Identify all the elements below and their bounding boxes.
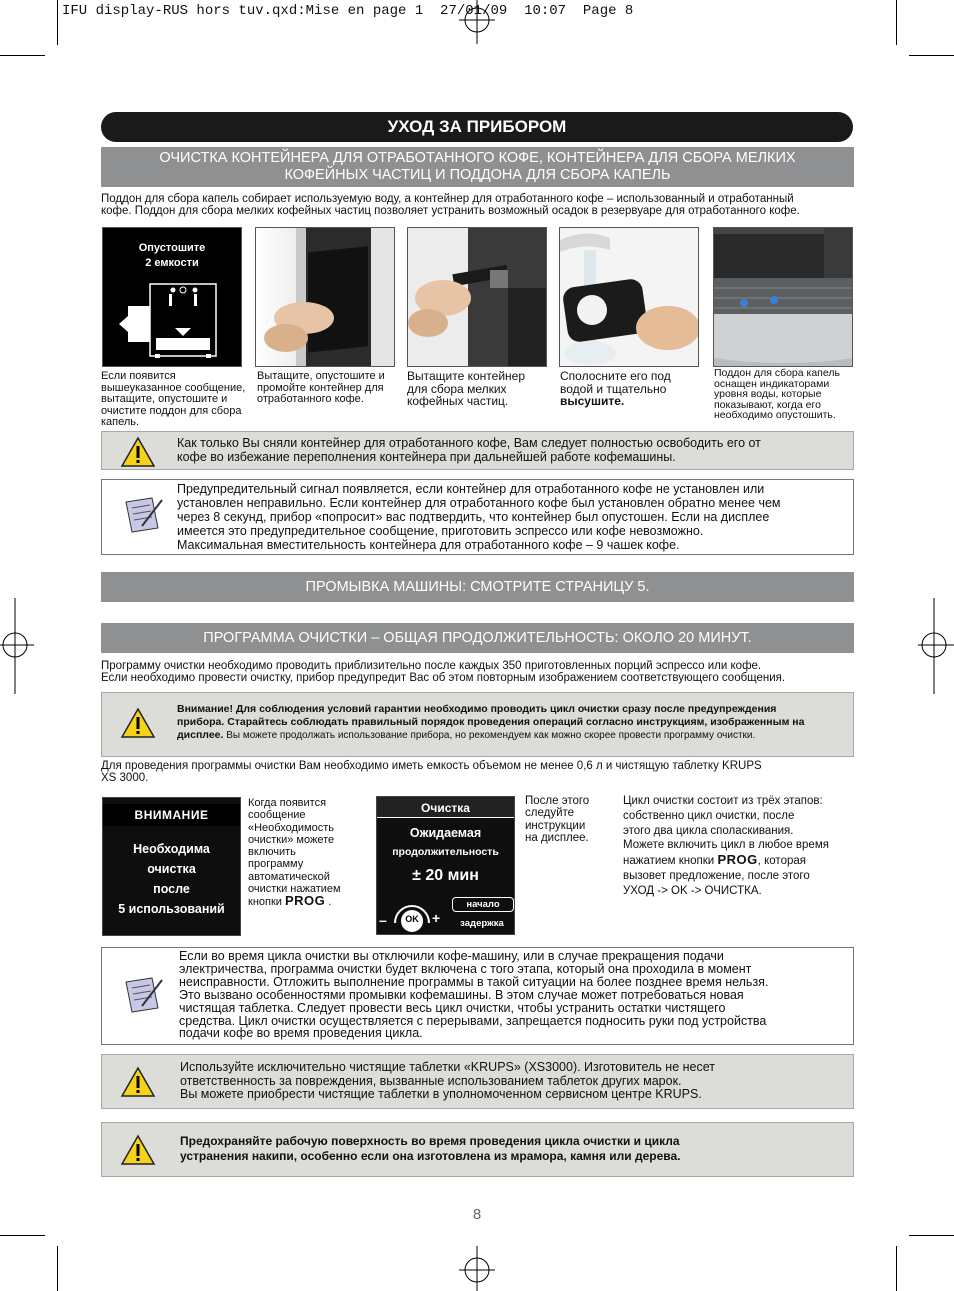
lcd-line: 5 использований [118,902,225,916]
warning-line: ответственность за повреждения, вызванные использованием таблеток других марок. [180,1073,682,1088]
rinse-tray-photo-icon [560,228,699,367]
lcd-line: очистка [147,862,196,876]
warning-line: Предохраняйте рабочую поверхность во время проведения цикла очистки и цикла [180,1134,680,1148]
caption-line: для сбора мелких [407,381,507,396]
caption-line: очистки нажатием [248,883,341,896]
caption-line: кнопки PROG . [248,893,332,909]
warning-triangle-icon [120,436,156,468]
note-line: через 8 секунд, прибор «попросит» вас подтвердить, что контейнер был опустошен. Если на дисплее [177,510,770,524]
caption-line: Поддон для сбора капель [714,367,840,379]
caption-line: «Необходимость [248,821,334,834]
caption-line: показывают, когда его [714,398,821,411]
caption-line: очистки» можете [248,833,335,846]
display-message-line: 2 емкости [145,257,199,269]
warning-triangle-icon [120,707,156,739]
crop-mark [909,55,954,56]
caption-line: следуйте [525,807,575,820]
caption-line: водой и тщательно [560,381,667,396]
caption-line: После этого [525,795,590,807]
caption-line: Когда появится [248,797,327,809]
prog-button-label: PROG [717,852,758,868]
paragraph-line [623,853,858,869]
note-line: Максимальная вместительность контейнера для отработанного кофе – 9 чашек кофе. [177,538,680,552]
caption-line: автоматической [248,870,330,883]
machine-outline-icon [103,268,242,367]
paragraph-line: УХОД -> OK -> ОЧИСТКА. [623,884,762,897]
photo-remove-grounds-tray [407,227,547,367]
note-line: неисправности. Отложить выполнение программы в такой ситуации на более позднее время нельзя. [179,974,769,989]
lcd-cleaning-duration [376,796,515,935]
caption-line: включить [248,846,296,859]
lcd1-caption [248,797,373,909]
display-message-line: Опустошите [138,242,206,254]
caption-line: капель. [101,416,140,428]
note-line: имеется это предупредительное сообщение, приготовить эспрессо или кофе невозможно. [177,524,704,538]
note-line: Предупредительный сигнал появляется, если контейнер для отработанного кофе не установлен или [177,482,765,496]
drip-tray-photo-icon [714,228,853,367]
caption-line-bold: высушите. [560,394,625,408]
heading-line: ОЧИСТКА КОНТЕЙНЕРА ДЛЯ ОТРАБОТАННОГО КОФЕ, КОНТЕЙНЕРА ДЛЯ СБОРА МЕЛКИХ [159,150,796,166]
caption-line: Вытащите контейнер [407,369,526,383]
section-heading-cleaning-program: ПРОГРАММА ОЧИСТКИ – ОБЩАЯ ПРОДОЛЖИТЕЛЬНОСТЬ: ОКОЛО 20 МИНУТ. [101,623,854,653]
paragraph-line: вызовет предложение, после этого [623,869,810,882]
note-box-2 [101,947,854,1045]
caption-line: программу [248,858,304,871]
caption-fragment: кнопки [248,896,282,909]
page-number: 8 [472,1206,482,1223]
plus-label: + [432,910,441,926]
crop-mark [896,0,897,45]
section-heading-rinse: ПРОМЫВКА МАШИНЫ: СМОТРИТЕ СТРАНИЦУ 5. [101,572,854,602]
note-line: чистящая таблетка. Следует провести весь цикл очистки, чтобы устранить остатки чистящего [179,1000,726,1015]
note-line: электричества, программа очистки будет включена с того этапа, который она проходила в момент [179,961,752,976]
warning-line [177,729,849,742]
warning-triangle-icon [120,1134,156,1166]
caption-1 [101,371,251,429]
warning-line: Внимание! Для соблюдения условий гарантии необходимо проводить цикл очистки сразу после предупреждения [177,703,777,715]
caption-line: промойте контейнер для [257,381,384,394]
crop-mark [0,1235,45,1236]
registration-mark-bottom [455,1246,499,1291]
text-fragment: нажатием кнопки [623,855,715,868]
registration-mark-top [455,0,499,44]
photo-rinse-tray [559,227,699,367]
lcd-start-option: начало [452,897,514,912]
caption-line: Сполосните его под [560,369,671,383]
cycle-description [623,794,858,899]
note-box-1 [101,479,854,555]
heading-line: КОФЕЙНЫХ ЧАСТИЦ И ПОДДОНА ДЛЯ СБОРА КАПЕЛЬ [284,167,671,183]
waste-container-photo-icon [256,228,395,367]
paragraph-line: XS 3000. [101,772,149,784]
paragraph-line: Можете включить цикл в любое время [623,839,829,852]
paragraph-line: собственно цикл очистки, после [623,809,795,822]
warning-bold-fragment: дисплее. [177,729,224,741]
crop-mark [57,0,58,45]
crop-mark [57,1246,58,1291]
warning-box-4 [101,1122,854,1177]
lcd-delay-option: задержка [460,918,504,929]
paragraph-line: Если необходимо провести очистку, прибор предупредит Вас об этом повторным изображением соответствующего сообщения. [101,672,786,684]
warning-line: устранения накипи, особенно если она изготовлена из мрамора, камня или дерева. [180,1148,681,1163]
caption-5 [714,368,859,421]
crop-mark [896,1246,897,1291]
section3-intro [101,660,861,684]
caption-4 [560,370,705,408]
paragraph-line: Цикл очистки состоит из трёх этапов: [623,795,823,807]
caption-line: уровня воды, которые [714,388,822,400]
lcd-cleaning-required [102,797,241,936]
note-line: установлен неправильно. Если контейнер для отработанного кофе был установлен обратно менее чем [177,496,781,510]
note-line: Это вызвано особенностями промывки кофемашины. В этом случае может потребоваться новая [179,987,744,1002]
caption-line: вышеуказанное сообщение, [101,381,246,394]
warning-box-2 [101,692,854,757]
prog-button-label: PROG [284,893,326,909]
section1-intro [101,193,861,217]
caption-line: вытащите, опустошите и [101,393,228,405]
lcd-time: ± 20 мин [412,867,479,884]
photo-drip-tray-indicators [713,227,853,367]
caption-line: инструкции [525,819,586,832]
text-fragment: , которая [757,855,806,868]
warning-line: кофе во избежание переполнения контейнера при дальнейшей работе кофемашины. [177,450,676,464]
ok-label: OK [405,914,419,924]
warning-line: Как только Вы сняли контейнер для отработанного кофе, Вам следует полностью освободить его от [177,436,761,450]
lcd-line: после [153,882,190,896]
caption-line: отработанного кофе. [257,393,364,405]
note-line: подачи кофе во время проведения цикла. [179,1026,423,1041]
registration-mark-left [0,598,34,694]
warning-line: Вы можете приобрести чистящие таблетки в уполномоченном сервисном центре KRUPS. [180,1087,702,1101]
warning-box-3 [101,1054,854,1109]
caption-line: Если появится [101,370,176,382]
caption-line: кофейных частиц. [407,394,509,408]
warning-line: прибора. Старайтесь соблюдать правильный порядок проведения операций согласно инструкциям, изображенным на [177,716,805,728]
paragraph-line: Для проведения программы очистки Вам необходимо иметь емкость объемом не менее 0,6 л и чистящую таблетку KRUPS [101,760,762,772]
note-line: Если во время цикла очистки вы отключили кофе-машину, или в случае прекращения подачи [179,949,724,963]
lcd-line: продолжительность [392,846,499,858]
caption-3 [407,370,552,408]
lcd-header: Очистка [377,797,514,818]
paragraph-line: Поддон для сбора капель собирает используемую воду, а контейнер для отработанного кофе – использованный и отработанный [101,193,794,205]
caption-line: на дисплее. [525,831,589,844]
warning-box-1 [101,431,854,470]
crop-mark [909,1235,954,1236]
warning-normal-fragment: Вы можете продолжать использование прибора, но рекомендуем как можно скорее провести программу очистки. [223,730,756,741]
caption-line: оснащен индикаторами [714,377,830,390]
lcd2-caption [525,795,620,844]
crop-mark [0,55,45,56]
note-line: средства. Цикл очистки осуществляется с перерывами, запрещается подносить руки под устройства [179,1013,767,1028]
caption-line: очистите поддон для сбора [101,404,242,417]
registration-mark-right [918,598,954,694]
caption-line: необходимо опустошить. [714,409,836,421]
page-title: УХОД ЗА ПРИБОРОМ [101,112,853,142]
minus-label: – [379,912,387,928]
caption-2 [257,371,402,406]
requirements-text [101,760,861,784]
caption-line: Вытащите, опустошите и [257,370,385,382]
printer-slug: IFU display-RUS hors tuv.qxd:Mise en page 1 27/01/09 10:07 Page 8 [62,3,634,19]
lcd-line: Необходима [133,842,210,856]
paragraph-line: Программу очистки необходимо проводить приблизительно после каждых 350 приготовленных порций эспрессо или кофе. [101,660,762,672]
display-empty-containers-image [102,227,242,367]
note-paper-icon [120,974,164,1016]
caption-line: сообщение [248,809,306,822]
lcd-line: Ожидаемая [409,826,482,840]
lcd-header: ВНИМАНИЕ [103,804,240,826]
photo-remove-waste-container [255,227,395,367]
note-paper-icon [120,494,164,536]
warning-line: Используйте исключительно чистящие таблетки «KRUPS» (XS3000). Изготовитель не несет [180,1060,715,1074]
paragraph-line: кофе. Поддон для сбора мелких кофейных частиц позволяет устранить возможный осадок в резервуаре для отработанного кофе. [101,205,800,217]
section-heading-waste-container [101,147,854,187]
warning-triangle-icon [120,1066,156,1098]
grounds-tray-photo-icon [408,228,547,367]
paragraph-line: этого два цикла споласкивания. [623,824,794,837]
